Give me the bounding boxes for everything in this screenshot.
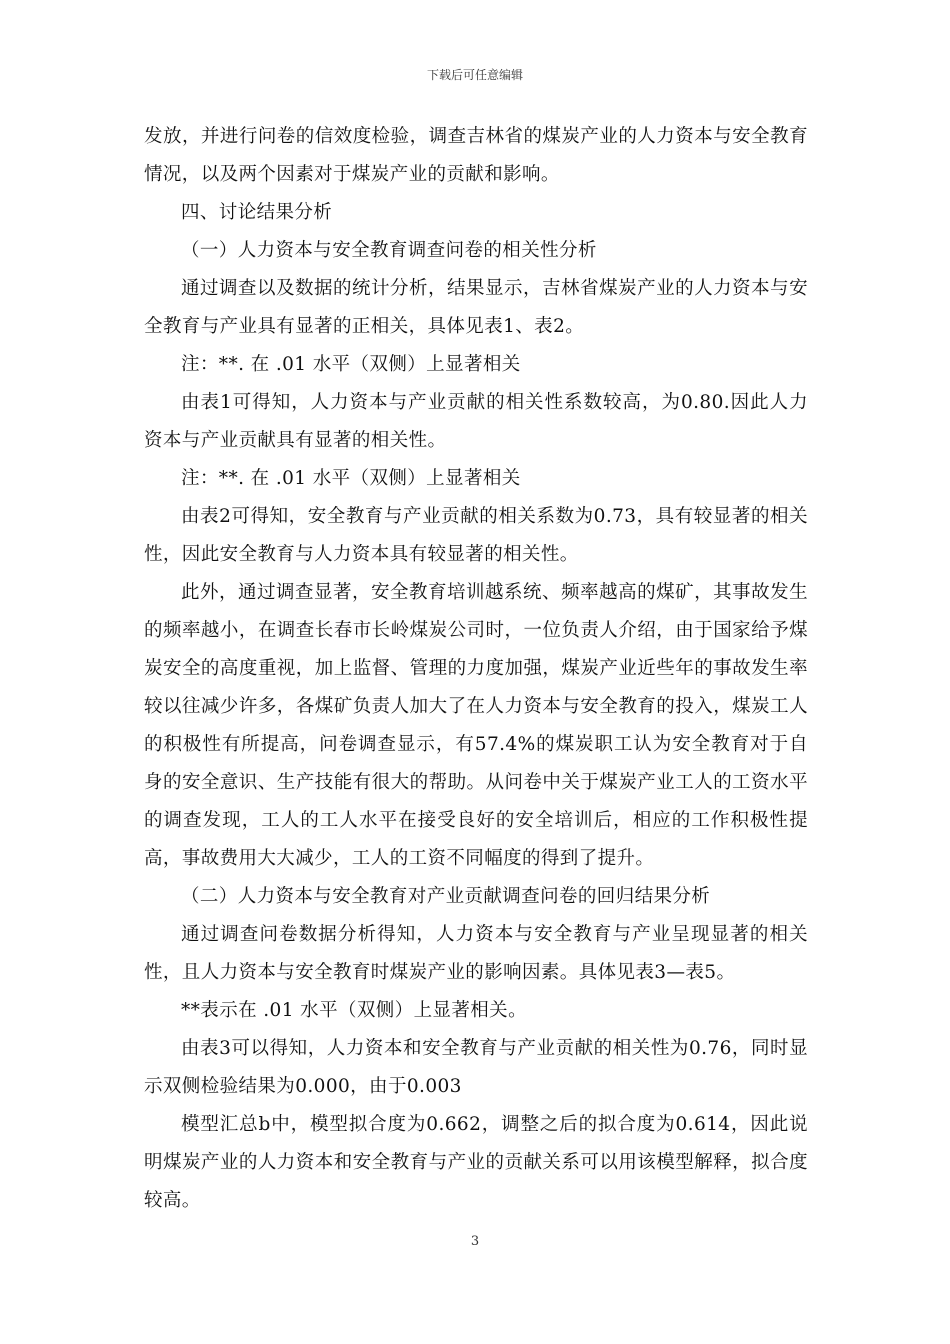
- table-note-2: 注：**. 在 .01 水平（双侧）上显著相关: [181, 468, 521, 489]
- paragraph-survey-findings: 此外，通过调查显著，安全教育培训越系统、频率越高的煤矿，其事故发生的频率越小，在调查长春市长岭煤炭公司时，一位负责人介绍，由于国家给予煤炭安全的高度重视，加上监督、管理的力度加强，煤炭产业近些年的事故发生率较以往减少许多，各煤矿负责人加大了在人力资本与安全教育的投入，煤炭工人的积极性有所提高，问卷调查显示，有57.4%的煤炭职工认为安全教育对于自身的安全意识、生产技能有很大的帮助。从问卷中关于煤炭产业工人的工资水平的调查发现，工人的工人水平在接受良好的安全培训后，相应的工作积极性提高，事故费用大大减少，工人的工资不同幅度的得到了提升。: [144, 582, 808, 869]
- paragraph-table1-analysis: 由表1可得知，人力资本与产业贡献的相关性系数较高，为0.80.因此人力资本与产业贡献具有显著的相关性。: [144, 392, 808, 451]
- subsection-heading-regression: （二）人力资本与安全教育对产业贡献调查问卷的回归结果分析: [181, 886, 711, 907]
- page-number: 3: [470, 1234, 480, 1249]
- document-body: [144, 118, 808, 1220]
- paragraph-table3-analysis: 由表3可以得知，人力资本和安全教育与产业贡献的相关性为0.76，同时显示双侧检验结果为0.000，由于0.003: [144, 1038, 808, 1097]
- paragraph-regression-intro: 通过调查问卷数据分析得知，人力资本与安全教育与产业呈现显著的相关性，且人力资本与安全教育时煤炭产业的影响因素。具体见表3—表5。: [144, 924, 808, 983]
- table-note-3: **表示在 .01 水平（双侧）上显著相关。: [181, 1000, 527, 1021]
- paragraph-table2-analysis: 由表2可得知，安全教育与产业贡献的相关系数为0.73，具有较显著的相关性，因此安全教育与人力资本具有较显著的相关性。: [144, 506, 808, 565]
- table-note-1: 注：**. 在 .01 水平（双侧）上显著相关: [181, 354, 521, 375]
- paragraph-correlation-results: 通过调查以及数据的统计分析，结果显示，吉林省煤炭产业的人力资本与安全教育与产业具有显著的正相关，具体见表1、表2。: [144, 278, 808, 337]
- paragraph-survey-distribution: 发放，并进行问卷的信效度检验，调查吉林省的煤炭产业的人力资本与安全教育情况，以及两个因素对于煤炭产业的贡献和影响。: [144, 126, 808, 185]
- paragraph-model-summary: 模型汇总b中，模型拟合度为0.662，调整之后的拟合度为0.614，因此说明煤炭产业的人力资本和安全教育与产业的贡献关系可以用该模型解释，拟合度较高。: [144, 1114, 808, 1211]
- section-heading-discussion: 四、讨论结果分析: [181, 202, 333, 223]
- page-header: 下载后可任意编辑: [426, 68, 523, 82]
- subsection-heading-correlation: （一）人力资本与安全教育调查问卷的相关性分析: [181, 240, 597, 261]
